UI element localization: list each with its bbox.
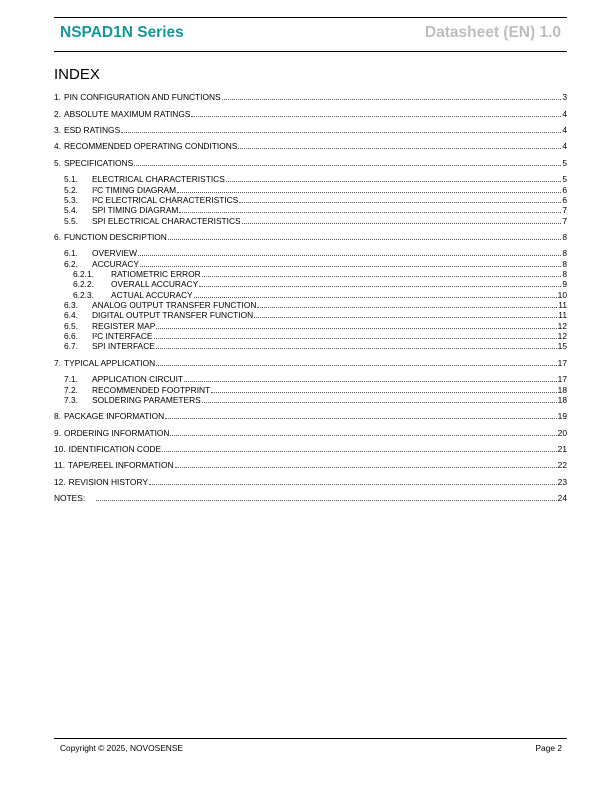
toc-dot-leader <box>149 484 557 485</box>
toc-entry[interactable] <box>54 140 567 151</box>
toc-entry[interactable] <box>54 443 567 454</box>
toc-entry-page: 12 <box>557 321 567 331</box>
toc-dot-leader <box>184 381 557 382</box>
toc-entry-page: 11 <box>558 300 567 310</box>
toc-entry-page: 10 <box>557 290 567 300</box>
toc-entry-title: ACCURACY <box>92 259 139 269</box>
toc-entry-number: 5.2. <box>64 185 78 195</box>
toc-entry-title: SPECIFICATIONS <box>64 158 134 168</box>
toc-entry-number: 5.3. <box>64 195 78 205</box>
toc-entry-page: 8 <box>562 259 567 269</box>
toc-entry-title: I²C INTERFACE <box>92 331 153 341</box>
toc-entry-number: 6.6. <box>64 331 78 341</box>
toc-dot-leader <box>170 435 556 436</box>
toc-entry-page: 20 <box>557 428 567 438</box>
toc-entry-title: RECOMMENDED OPERATING CONDITIONS <box>64 141 238 151</box>
toc-dot-leader <box>194 297 557 298</box>
toc-entry-page: 4 <box>562 141 567 151</box>
toc-entry-number: 12. <box>54 477 66 487</box>
toc-entry-title: PIN CONFIGURATION AND FUNCTIONS <box>64 92 221 102</box>
toc-entry-title: NOTES: <box>54 493 86 503</box>
toc-entry-title: SPI ELECTRICAL CHARACTERISTICS <box>92 216 241 226</box>
toc-entry-number: 7.3. <box>64 395 78 405</box>
toc-entry-number: 5.5. <box>64 216 78 226</box>
toc-entry-page: 8 <box>562 269 567 279</box>
toc-entry[interactable] <box>54 278 567 289</box>
toc-entry-title: TAPE/REEL INFORMATION <box>68 460 174 470</box>
toc-entry[interactable] <box>54 357 567 368</box>
toc-entry-title: REGISTER MAP <box>92 321 156 331</box>
toc-entry-page: 8 <box>562 232 567 242</box>
toc-entry-number: 6.2.1. <box>73 269 94 279</box>
toc-dot-leader <box>138 255 561 256</box>
toc-dot-leader <box>242 223 562 224</box>
toc-dot-leader <box>191 116 561 117</box>
toc-entry[interactable] <box>54 173 567 184</box>
toc-dot-leader <box>202 276 562 277</box>
toc-dot-leader <box>154 338 557 339</box>
toc-entry[interactable] <box>54 215 567 226</box>
toc-entry[interactable] <box>54 394 567 405</box>
toc-entry-title: SPI INTERFACE <box>92 341 155 351</box>
toc-dot-leader <box>211 392 556 393</box>
toc-dot-leader <box>202 402 557 403</box>
toc-entry-page: 4 <box>562 125 567 135</box>
toc-entry-title: SPI TIMING DIAGRAM <box>92 205 179 215</box>
toc-entry-page: 6 <box>562 195 567 205</box>
toc-entry-page: 6 <box>562 185 567 195</box>
toc-entry-number: 8. <box>54 411 61 421</box>
toc-entry-number: 6.7. <box>64 341 78 351</box>
toc-entry-number: 7.2. <box>64 385 78 395</box>
toc-dot-leader <box>121 132 561 133</box>
footer-divider <box>54 738 567 739</box>
toc-dot-leader <box>177 192 561 193</box>
toc-entry-number: 9. <box>54 428 61 438</box>
toc-entry-number: 7.1. <box>64 374 78 384</box>
toc-dot-leader <box>156 328 556 329</box>
toc-entry-page: 7 <box>562 216 567 226</box>
toc-entry-page: 18 <box>557 385 567 395</box>
toc-entry-number: 6.1. <box>64 248 78 258</box>
toc-entry-title: FUNCTION DESCRIPTION <box>64 232 167 242</box>
toc-entry-page: 9 <box>562 279 567 289</box>
toc-dot-leader <box>96 500 556 501</box>
toc-entry-number: 7. <box>54 358 61 368</box>
toc-entry-title: ORDERING INFORMATION <box>64 428 170 438</box>
index-heading: INDEX <box>54 66 100 83</box>
toc-entry-title: DIGITAL OUTPUT TRANSFER FUNCTION <box>92 310 254 320</box>
toc-dot-leader <box>168 239 562 240</box>
toc-entry-title: APPLICATION CIRCUIT <box>92 374 184 384</box>
page-number: Page 2 <box>535 743 562 753</box>
toc-dot-leader <box>239 202 561 203</box>
toc-entry-title: PACKAGE INFORMATION <box>64 411 165 421</box>
toc-entry-page: 3 <box>562 92 567 102</box>
toc-entry-number: 3. <box>54 125 61 135</box>
toc-entry-title: OVERALL ACCURACY <box>111 279 199 289</box>
copyright-text: Copyright © 2025, NOVOSENSE <box>60 743 184 753</box>
toc-entry-number: 2. <box>54 109 61 119</box>
toc-dot-leader <box>140 266 561 267</box>
toc-entry[interactable] <box>54 231 567 242</box>
toc-entry[interactable] <box>54 476 567 487</box>
toc-entry-page: 4 <box>562 109 567 119</box>
toc-dot-leader <box>134 165 561 166</box>
toc-entry-title: REVISION HISTORY <box>68 477 148 487</box>
toc-entry-title: ANALOG OUTPUT TRANSFER FUNCTION <box>92 300 257 310</box>
toc-dot-leader <box>162 451 557 452</box>
toc-entry-number: 5. <box>54 158 61 168</box>
toc-entry-title: ESD RATINGS <box>64 125 121 135</box>
toc-entry-number: 6.2. <box>64 259 78 269</box>
toc-dot-leader <box>226 181 562 182</box>
toc-entry[interactable] <box>54 91 567 102</box>
toc-entry-title: IDENTIFICATION CODE <box>68 444 162 454</box>
toc-entry-number: 6.2.3. <box>73 290 94 300</box>
toc-dot-leader <box>179 212 561 213</box>
toc-entry[interactable] <box>54 124 567 135</box>
toc-entry-page: 18 <box>557 395 567 405</box>
toc-entry[interactable] <box>54 410 567 421</box>
toc-entry-page: 8 <box>562 248 567 258</box>
toc-entry[interactable] <box>54 108 567 119</box>
toc-entry-number: 5.1. <box>64 174 78 184</box>
toc-entry-page: 17 <box>557 374 567 384</box>
toc-entry[interactable] <box>54 157 567 168</box>
toc-entry-page: 24 <box>557 493 567 503</box>
toc-entry[interactable] <box>54 247 567 258</box>
toc-entry-page: 15 <box>557 341 567 351</box>
toc-entry-number: 4. <box>54 141 61 151</box>
toc-entry[interactable] <box>54 492 567 503</box>
toc-entry-title: ELECTRICAL CHARACTERISTICS <box>92 174 225 184</box>
toc-entry-page: 7 <box>562 205 567 215</box>
toc-entry[interactable] <box>54 204 567 215</box>
toc-dot-leader <box>257 307 557 308</box>
toc-entry-page: 21 <box>557 444 567 454</box>
toc-dot-leader <box>156 348 557 349</box>
toc-entry-title: RATIOMETRIC ERROR <box>111 269 201 279</box>
toc-entry-number: 6.2.2. <box>73 279 94 289</box>
toc-entry-number: 5.4. <box>64 205 78 215</box>
toc-entry-page: 23 <box>557 477 567 487</box>
toc-entry-number: 6.5. <box>64 321 78 331</box>
toc-entry-page: 19 <box>557 411 567 421</box>
toc-entry-page: 5 <box>562 174 567 184</box>
toc-entry[interactable] <box>54 340 567 351</box>
toc-dot-leader <box>222 99 562 100</box>
toc-entry-title: OVERVIEW <box>92 248 137 258</box>
page-header <box>54 17 567 52</box>
toc-entry-title: TYPICAL APPLICATION <box>64 358 156 368</box>
toc-entry[interactable] <box>54 373 567 384</box>
toc-dot-leader <box>156 365 556 366</box>
toc-dot-leader <box>175 467 557 468</box>
toc-entry-title: I²C ELECTRICAL CHARACTERISTICS <box>92 195 239 205</box>
toc-entry-title: ABSOLUTE MAXIMUM RATINGS <box>64 109 191 119</box>
toc-entry-title: I²C TIMING DIAGRAM <box>92 185 177 195</box>
toc-entry-number: 1. <box>54 92 61 102</box>
toc-dot-leader <box>254 317 557 318</box>
toc-entry-number: 10. <box>54 444 66 454</box>
series-title: NSPAD1N Series <box>60 24 184 41</box>
toc-entry-number: 6.4. <box>64 310 78 320</box>
toc-entry[interactable] <box>54 309 567 320</box>
toc-entry-page: 22 <box>557 460 567 470</box>
toc-entry-page: 5 <box>562 158 567 168</box>
toc-entry-page: 11 <box>558 310 567 320</box>
toc-entry-title: SOLDERING PARAMETERS <box>92 395 201 405</box>
toc-dot-leader <box>199 286 561 287</box>
datasheet-version: Datasheet (EN) 1.0 <box>424 24 561 41</box>
toc-dot-leader <box>238 148 561 149</box>
toc-entry-page: 17 <box>557 358 567 368</box>
toc-entry[interactable] <box>54 427 567 438</box>
toc-entry[interactable] <box>54 459 567 470</box>
toc-entry-number: 6.3. <box>64 300 78 310</box>
toc-dot-leader <box>165 418 556 419</box>
toc-entry-title: ACTUAL ACCURACY <box>111 290 193 300</box>
toc-entry-number: 11. <box>54 460 66 470</box>
toc-entry-page: 12 <box>557 331 567 341</box>
toc-entry-title: RECOMMENDED FOOTPRINT <box>92 385 211 395</box>
toc-entry-number: 6. <box>54 232 61 242</box>
